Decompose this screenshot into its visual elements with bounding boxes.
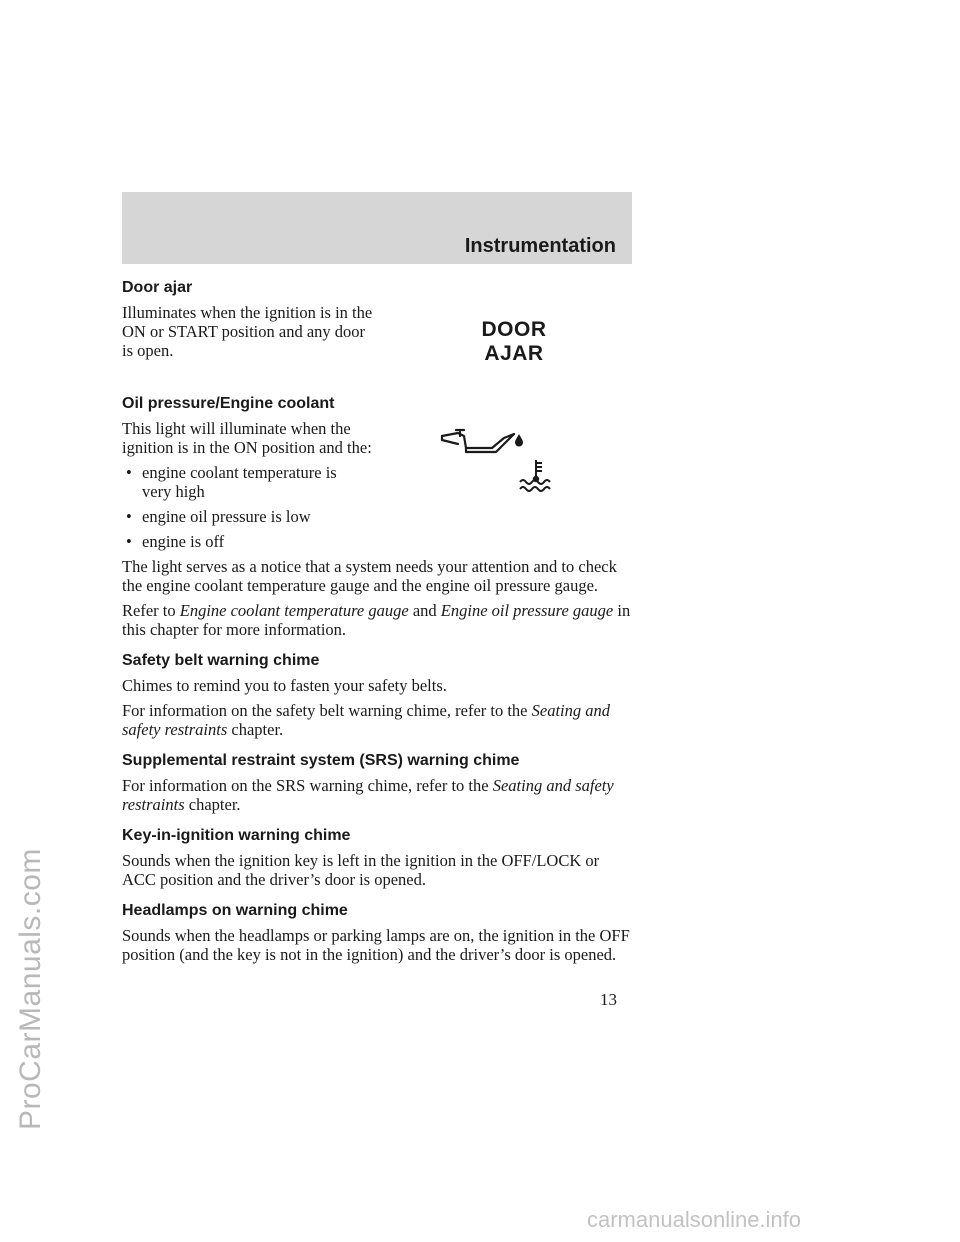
list-item: • engine coolant temperature is very high (122, 463, 362, 501)
refer-link-oil-gauge: Engine oil pressure gauge (440, 601, 614, 620)
section-door-ajar (122, 278, 632, 360)
oil-pressure-refer (122, 601, 632, 639)
door-ajar-body: Illuminates when the ignition is in the ON or START position and any door is open. (122, 303, 373, 360)
srs-body (122, 776, 632, 814)
list-item: • engine oil pressure is low (122, 507, 362, 526)
oil-pressure-list (122, 463, 362, 551)
srs-prefix: For information on the SRS warning chime, refer to the (122, 776, 493, 795)
page-number: 13 (600, 990, 617, 1009)
section-key-in-ignition (122, 826, 632, 889)
side-watermark: ProCarManuals.com (14, 848, 47, 1130)
heading-headlamps: Headlamps on warning chime (122, 902, 348, 919)
list-item: • engine is off (122, 532, 362, 551)
refer-prefix: Refer to (122, 601, 180, 620)
safety-belt-prefix: For information on the safety belt warning chime, refer to the (122, 701, 532, 720)
safety-belt-body2 (122, 701, 632, 739)
heading-srs: Supplemental restraint system (SRS) warning chime (122, 752, 520, 769)
refer-suffix: in this chapter for more information. (122, 601, 631, 639)
refer-and: and (408, 601, 441, 620)
heading-safety-belt: Safety belt warning chime (122, 652, 320, 669)
footer-watermark: carmanualsonline.info (587, 1207, 802, 1232)
heading-key-in-ignition: Key-in-ignition warning chime (122, 827, 351, 844)
section-safety-belt (122, 651, 632, 739)
safety-belt-body1: Chimes to remind you to fasten your safety belts. (122, 676, 447, 695)
oil-pressure-body: The light serves as a notice that a system needs your attention and to check the engine coolant temperature gauge and the engine oil pressure gauge. (122, 557, 617, 595)
safety-belt-suffix: chapter. (227, 720, 284, 739)
safety-belt-link: Seating and safety restraints (122, 701, 610, 739)
heading-oil-pressure: Oil pressure/Engine coolant (122, 395, 335, 412)
key-in-ignition-body: Sounds when the ignition key is left in the ignition in the OFF/LOCK or ACC position and the driver’s door is opened. (122, 851, 600, 889)
chapter-header (122, 192, 632, 264)
oil-pressure-intro: This light will illuminate when the ignition is in the ON position and the: (122, 419, 372, 457)
chapter-title: Instrumentation (464, 235, 616, 257)
srs-link: Seating and safety restraints (122, 776, 614, 814)
section-headlamps (122, 901, 632, 964)
section-oil-pressure (122, 394, 632, 639)
section-srs (122, 751, 632, 814)
srs-suffix: chapter. (184, 795, 241, 814)
door-ajar-icon-line2: AJAR (484, 342, 544, 365)
page-content (122, 278, 632, 976)
headlamps-body: Sounds when the headlamps or parking lamps are on, the ignition in the OFF position (and the key is not in the ignition) and the driver’s door is opened. (122, 926, 630, 964)
door-ajar-icon-line1: DOOR (481, 318, 547, 341)
heading-door-ajar: Door ajar (122, 279, 193, 296)
refer-link-coolant-gauge: Engine coolant temperature gauge (179, 601, 409, 620)
